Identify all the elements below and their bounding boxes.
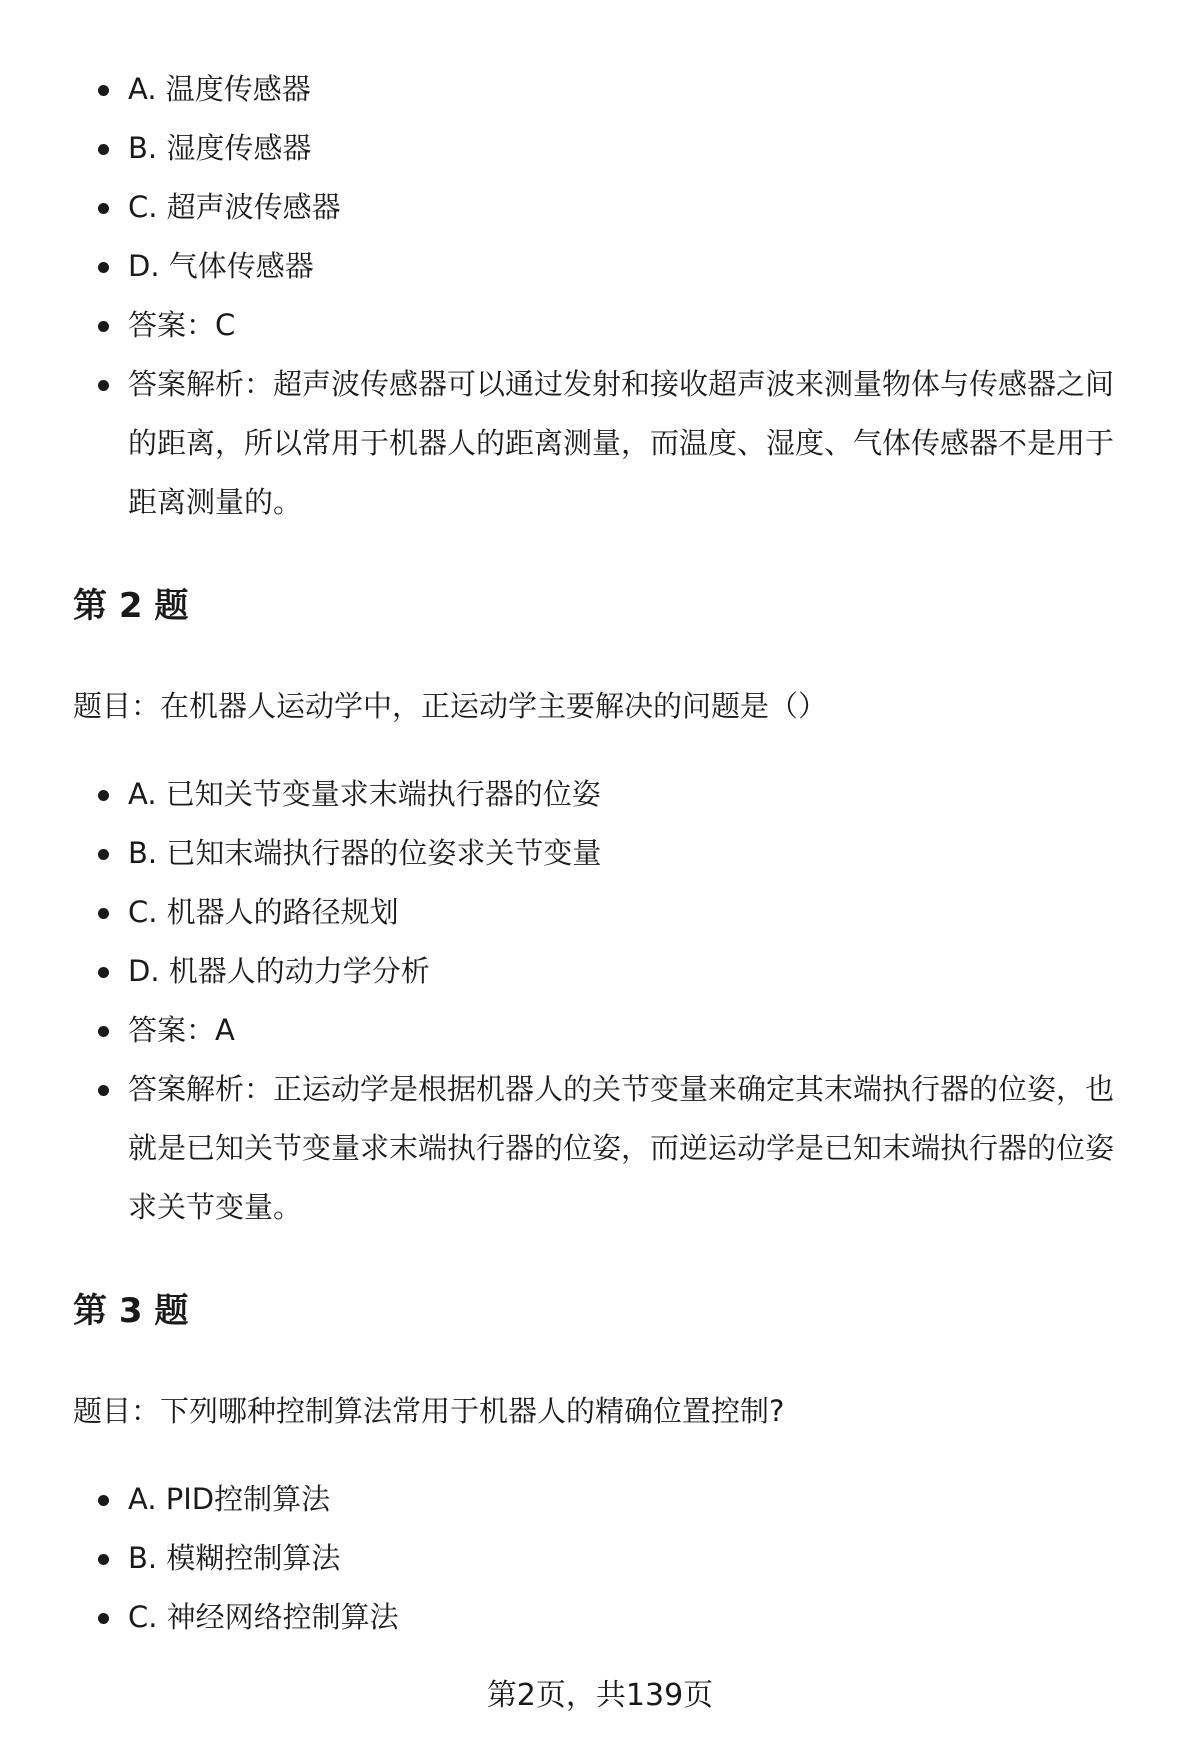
option-list	[0, 60, 1200, 532]
option-d: D. 气体传感器	[0, 237, 1200, 296]
answer: 答案：A	[0, 1001, 1200, 1060]
option-list	[0, 765, 1200, 1237]
option-d: D. 机器人的动力学分析	[0, 942, 1200, 1001]
answer-explanation: 答案解析：正运动学是根据机器人的关节变量来确定其末端执行器的位姿，也就是已知关节变量求末端执行器的位姿，而逆运动学是已知末端执行器的位姿求关节变量。	[0, 1060, 1200, 1237]
option-c: C. 神经网络控制算法	[0, 1588, 1200, 1647]
question-2-heading: 第 2 题	[73, 586, 189, 626]
option-a: A. PID控制算法	[0, 1470, 1200, 1529]
question-2-options	[0, 765, 1200, 1237]
option-list	[0, 1470, 1200, 1647]
question-3-text: 题目：下列哪种控制算法常用于机器人的精确位置控制?	[73, 1394, 785, 1428]
option-b: B. 已知末端执行器的位姿求关节变量	[0, 824, 1200, 883]
option-a: A. 温度传感器	[0, 60, 1200, 119]
option-c: C. 机器人的路径规划	[0, 883, 1200, 942]
question-2-text: 题目：在机器人运动学中，正运动学主要解决的问题是（）	[73, 689, 828, 723]
option-c: C. 超声波传感器	[0, 178, 1200, 237]
question-3-options	[0, 1470, 1200, 1647]
answer-explanation: 答案解析：超声波传感器可以通过发射和接收超声波来测量物体与传感器之间的距离，所以常用于机器人的距离测量，而温度、湿度、气体传感器不是用于距离测量的。	[0, 355, 1200, 532]
question-3-heading: 第 3 题	[73, 1291, 189, 1331]
question-1-options	[0, 60, 1200, 532]
page-number-footer: 第2页，共139页	[486, 1678, 714, 1713]
option-b: B. 湿度传感器	[0, 119, 1200, 178]
answer: 答案：C	[0, 296, 1200, 355]
option-b: B. 模糊控制算法	[0, 1529, 1200, 1588]
option-a: A. 已知关节变量求末端执行器的位姿	[0, 765, 1200, 824]
